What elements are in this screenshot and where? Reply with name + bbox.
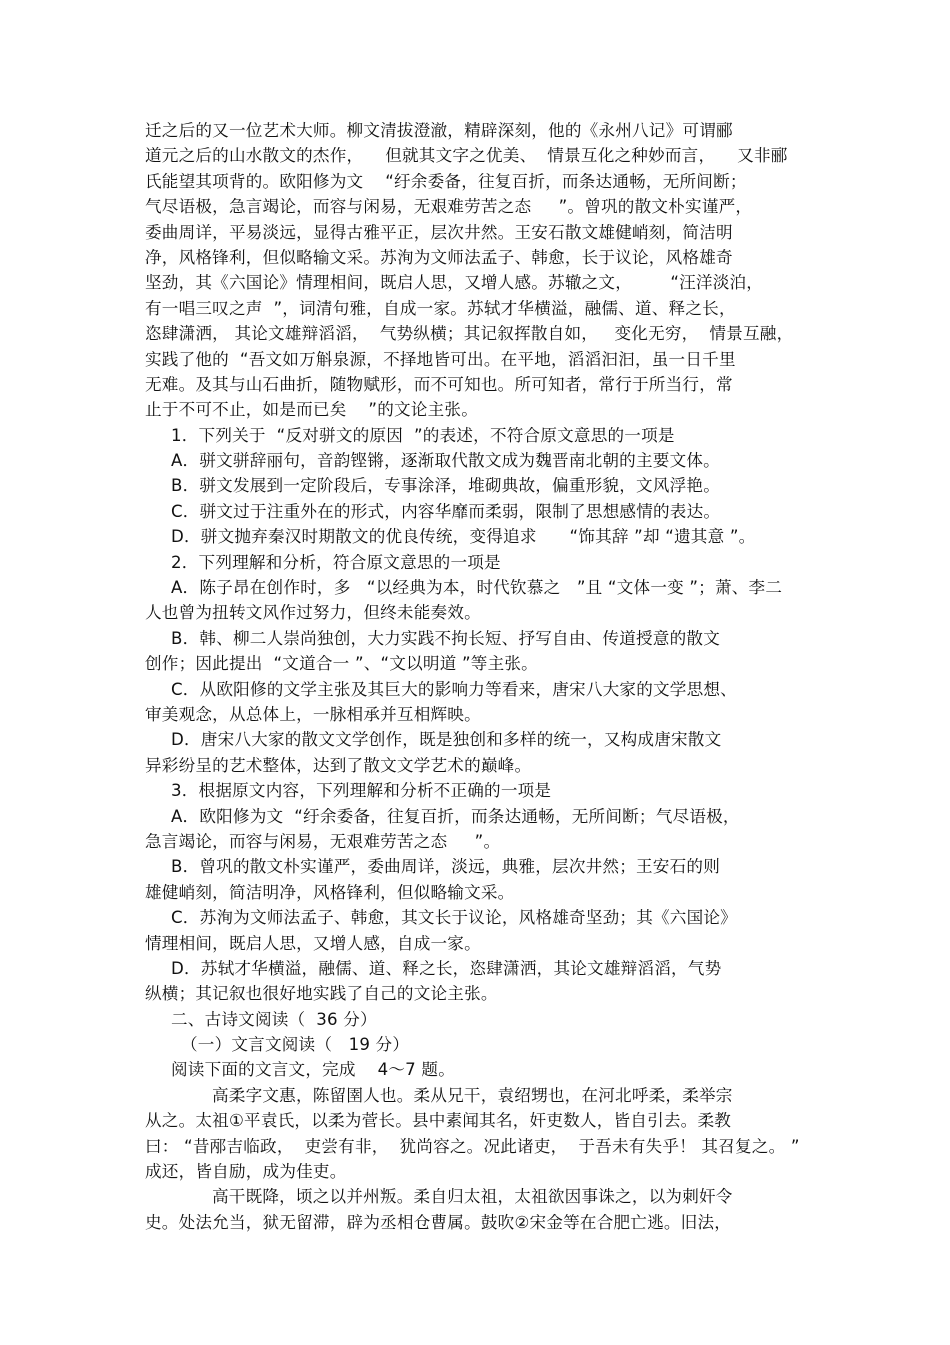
text-line: 气尽语极，急言竭论，而容与闲易，无艰难劳苦之态 ”。曾巩的散文朴实谨严， [145, 197, 753, 217]
text-line: 情理相间，既启人思，又增人感，自成一家。 [145, 933, 481, 953]
text-line: 有一唱三叹之声 ”，词清句雅，自成一家。苏轼才华横溢，融儒、道、释之长， [145, 298, 736, 318]
text-line: 恣肆潇洒， 其论文雄辩滔滔， 气势纵横；其记叙挥散自如， 变化无穷， 情景互融， [145, 324, 794, 344]
text-line: 异彩纷呈的艺术整体，达到了散文文学艺术的巅峰。 [145, 755, 532, 775]
text-line: 2．下列理解和分析，符合原文意思的一项是 [171, 552, 501, 572]
text-line: 高干既降，顷之以并州叛。柔自归太祖，太祖欲因事诛之，以为刺奸令 [212, 1187, 733, 1207]
text-line: 高柔字文惠，陈留圉人也。柔从兄干，袁绍甥也，在河北呼柔，柔举宗 [212, 1085, 733, 1105]
text-line: 阅读下面的文言文，完成 4～7 题。 [171, 1060, 455, 1080]
text-line: 史。处法允当，狱无留滞，辟为丞相仓曹属。鼓吹②宋金等在合肥亡逃。旧法， [145, 1212, 732, 1232]
text-line: B．骈文发展到一定阶段后，专事涂泽，堆砌典故，偏重形貌，文风浮艳。 [171, 476, 720, 496]
text-line: 成还，皆自励，成为佳吏。 [145, 1162, 347, 1182]
text-line: 审美观念，从总体上，一脉相承并互相辉映。 [145, 704, 481, 724]
text-line: D．苏轼才华横溢，融儒、道、释之长，恣肆潇洒，其论文雄辩滔滔，气势 [171, 958, 722, 978]
text-line: 坚劲，其《六国论》情理相间，既启人思，又增人感。苏辙之文， “汪洋淡泊， [145, 273, 764, 293]
text-line: 雄健峭刻，简洁明净，风格锋利，但似略输文采。 [145, 882, 515, 902]
document-body [145, 118, 825, 1235]
text-line: A．骈文骈辞丽句，音韵铿锵，逐渐取代散文成为魏晋南北朝的主要文体。 [171, 451, 720, 471]
text-line: 二、古诗文阅读（ 36 分） [171, 1009, 377, 1029]
text-line: B．曾巩的散文朴实谨严，委曲周详，淡远，典雅，层次井然；王安石的则 [171, 857, 720, 877]
text-line: 纵横；其记叙也很好地实践了自己的文论主张。 [145, 984, 498, 1004]
text-line: 创作；因此提出 “文道合一 ”、“文以明道 ”等主张。 [145, 654, 538, 674]
text-line: 急言竭论，而容与闲易，无艰难劳苦之态 ”。 [145, 831, 501, 851]
text-line: B．韩、柳二人崇尚独创，大力实践不拘长短、抒写自由、传道授意的散文 [171, 628, 720, 648]
text-line: 人也曾为扭转文风作过努力，但终未能奏效。 [145, 603, 481, 623]
text-line: A．陈子昂在创作时，多 “以经典为本，时代钦慕之 ”且 “文体一变 ”；萧、李二 [171, 578, 783, 598]
text-line: 1．下列关于 “反对骈文的原因 ”的表述，不符合原文意思的一项是 [171, 425, 675, 445]
text-line: A．欧阳修为文 “纡余委备，往复百折，而条达通畅，无所间断；气尽语极， [171, 806, 740, 826]
text-line: C．骈文过于注重外在的形式，内容华靡而柔弱，限制了思想感情的表达。 [171, 501, 721, 521]
text-line: 迁之后的又一位艺术大师。柳文清拔澄澈，精辟深刻，他的《永州八记》可谓郦 [145, 121, 733, 140]
text-line: D．唐宋八大家的散文文学创作，既是独创和多样的统一，又构成唐宋散文 [171, 730, 722, 750]
text-line: 委曲周详，平易淡远，显得古雅平正，层次井然。王安石散文雄健峭刻，简洁明 [145, 222, 733, 242]
text-line: 道元之后的山水散文的杰作， 但就其文字之优美、 情景互化之种妙而言， 又非郦 [145, 146, 788, 166]
text-line: 氏能望其项背的。欧阳修为文 “纡余委备，往复百折，而条达通畅，无所间断； [145, 171, 747, 191]
text-line: 净，风格锋利，但似略输文采。苏洵为文师法孟子、韩愈，长于议论，风格雄奇 [145, 247, 733, 267]
text-line: 从之。太祖①平袁氏，以柔为菅长。县中素闻其名，奸吏数人，皆自引去。柔教 [145, 1111, 732, 1131]
text-line: 无难。及其与山石曲折，随物赋形，而不可知也。所可知者，常行于所当行，常 [145, 374, 733, 394]
text-line: 止于不可不止，如是而已矣 ”的文论主张。 [145, 400, 478, 420]
text-line: C．从欧阳修的文学主张及其巨大的影响力等看来，唐宋八大家的文学思想、 [171, 679, 737, 699]
text-line: 3．根据原文内容，下列理解和分析不正确的一项是 [171, 781, 552, 801]
text-line: D．骈文抛弃秦汉时期散文的优良传统，变得追求 “饰其辞 ”却 “遗其意 ”。 [171, 527, 756, 547]
text-line: 实践了他的 “吾文如万斛泉源，不择地皆可出。在平地，滔滔汩汩，虽一日千里 [145, 349, 736, 369]
text-line: C．苏洵为文师法孟子、韩愈，其文长于议论，风格雄奇坚劲；其《六国论》 [171, 908, 737, 928]
text-line: （一）文言文阅读（ 19 分） [181, 1035, 410, 1055]
text-line: 曰： “昔邴吉临政， 吏尝有非， 犹尚容之。况此诸吏， 于吾未有失乎！ 其召复之。 ” [145, 1136, 800, 1156]
